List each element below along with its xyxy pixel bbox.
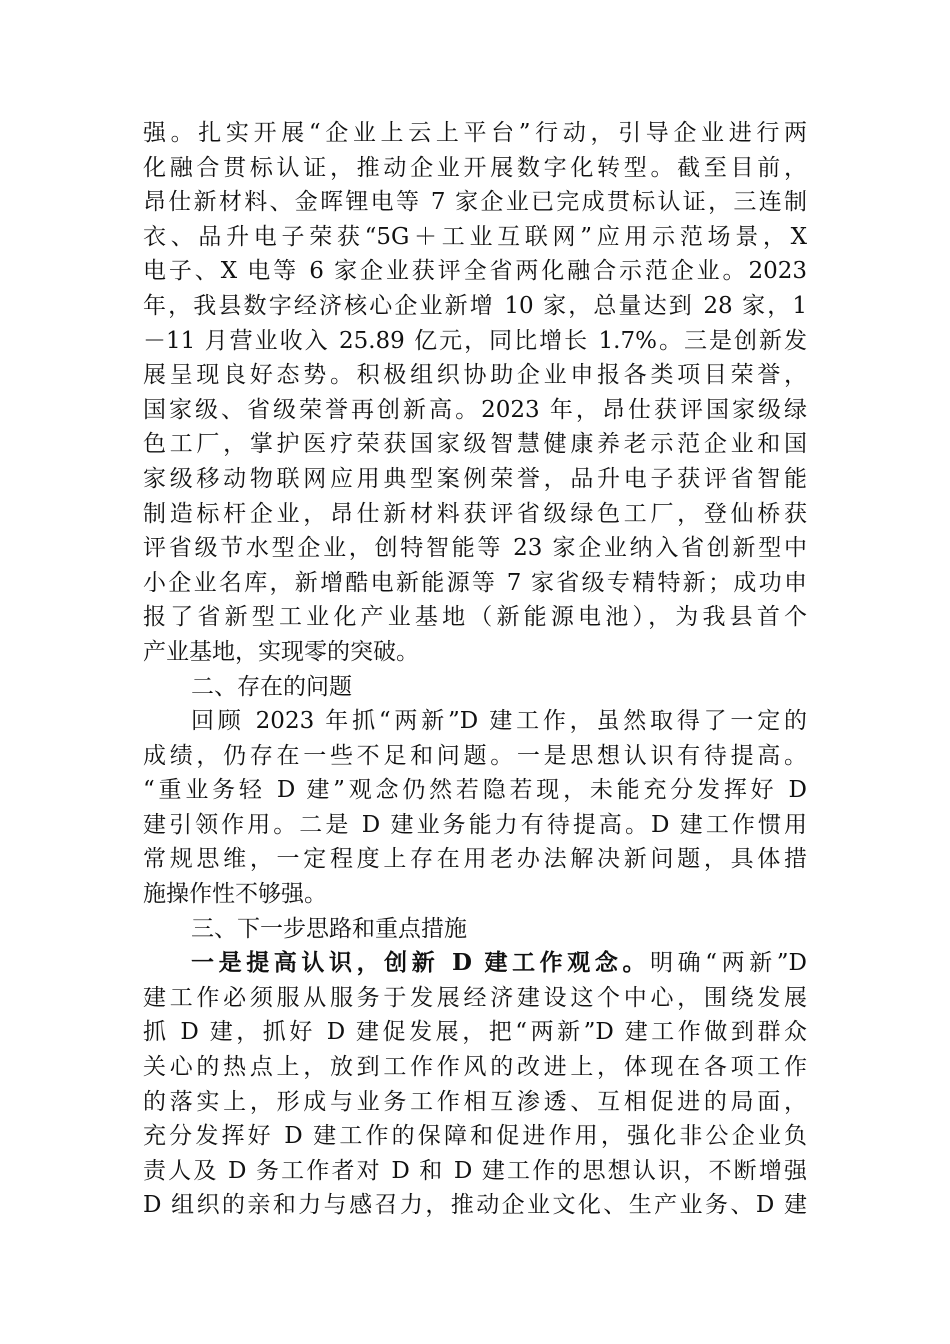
- document-page: [143, 116, 807, 1223]
- text-line: 施操作性不够强。: [143, 881, 327, 908]
- section-heading-2: 二、存在的问题: [191, 673, 352, 700]
- text-line: 展呈现良好态势。积极组织协助企业申报各类项目荣誉，: [143, 362, 807, 389]
- text-line: [143, 946, 807, 981]
- text-line: 家级移动物联网应用典型案例荣誉，品升电子获评省智能: [143, 465, 807, 492]
- text-line: －11 月营业收入 25.89 亿元，同比增长 1.7%。三是创新发: [143, 327, 807, 354]
- text-line: 评省级节水型企业，创特智能等 23 家企业纳入省创新型中: [143, 535, 807, 562]
- text-line: 年，我县数字经济核心企业新增 10 家，总量达到 28 家，1: [143, 292, 807, 319]
- bold-lead-sentence: 一是提高认识，创新 D 建工作观念。: [191, 949, 651, 977]
- text-line: 色工厂，掌护医疗荣获国家级智慧健康养老示范企业和国: [143, 431, 807, 458]
- paragraph-2: [143, 704, 807, 912]
- text-line: 化融合贯标认证，推动企业开展数字化转型。截至目前，: [143, 154, 807, 181]
- text-line: 成绩，仍存在一些不足和问题。一是思想认识有待提高。: [143, 742, 807, 769]
- text-line: “重业务轻 D 建”观念仍然若隐若现，未能充分发挥好 D: [143, 777, 807, 804]
- text-line: 昂仕新材料、金晖锂电等 7 家企业已完成贯标认证，三连制: [143, 189, 807, 216]
- text-line: 的落实上，形成与业务工作相互渗透、互相促进的局面，: [143, 1088, 807, 1115]
- paragraph-1: [143, 116, 807, 670]
- paragraph-3: [143, 946, 807, 1223]
- text-line: 常规思维，一定程度上存在用老办法解决新问题，具体措: [143, 846, 807, 873]
- text-line: 小企业名库，新增酷电新能源等 7 家省级专精特新；成功申: [143, 569, 807, 596]
- text-line: 国家级、省级荣誉再创新高。2023 年，昂仕获评国家级绿: [143, 396, 807, 423]
- text-line: 衣、品升电子荣获“5G＋工业互联网”应用示范场景，X: [143, 223, 807, 250]
- text-line: 制造标杆企业，昂仕新材料获评省级绿色工厂，登仙桥获: [143, 500, 807, 527]
- text-line: 关心的热点上，放到工作作风的改进上，体现在各项工作: [143, 1054, 807, 1081]
- text-line: D 组织的亲和力与感召力，推动企业文化、生产业务、D 建: [143, 1192, 807, 1219]
- text-line: 责人及 D 务工作者对 D 和 D 建工作的思想认识，不断增强: [143, 1157, 807, 1184]
- text-line: 电子、X 电等 6 家企业获评全省两化融合示范企业。2023: [143, 258, 807, 285]
- section-heading-3: 三、下一步思路和重点措施: [191, 915, 467, 942]
- text-line: 抓 D 建，抓好 D 建促发展，把“两新”D 建工作做到群众: [143, 1019, 807, 1046]
- text-line: 回顾 2023 年抓“两新”D 建工作，虽然取得了一定的: [191, 708, 807, 735]
- text-line: 报了省新型工业化产业基地（新能源电池），为我县首个: [143, 604, 807, 631]
- text-line: 充分发挥好 D 建工作的保障和促进作用，强化非公企业负: [143, 1123, 807, 1150]
- text-line: 产业基地，实现零的突破。: [143, 638, 419, 665]
- text-line: 强。扎实开展“企业上云上平台”行动，引导企业进行两: [143, 120, 807, 146]
- text-line: 建引领作用。二是 D 建业务能力有待提高。D 建工作惯用: [143, 811, 807, 838]
- text-line: 建工作必须服从服务于发展经济建设这个中心，围绕发展: [143, 984, 807, 1011]
- text-run: 明确“两新”D: [650, 950, 807, 977]
